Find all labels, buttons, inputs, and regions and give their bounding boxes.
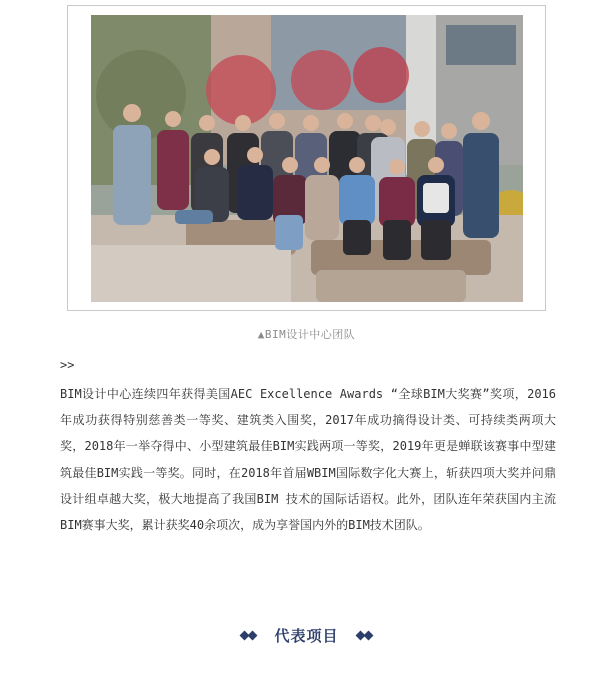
photo-caption: ▲BIM设计中心团队 [257, 328, 356, 341]
section-heading [0, 623, 613, 647]
section-heading-text: 代表项目 [274, 626, 339, 645]
body-paragraph: BIM设计中心连续四年获得美国AEC Excellence Awards “全球BIM大奖赛”奖项，2016年成功获得特别慈善类一等奖、建筑类入围奖，2017年成功摘得设计类、可持续类两项大奖，2018年一举夺得中、小型建筑最佳BIM实践两项一等奖，2019年更是蝉联该赛事中型建筑最佳BIM实践一等奖。同时，在2018年首届WBIM国际数字化大赛上，斩获四项大奖并问鼎设计组卓越大奖，极大地提高了我国BIM 技术的国际话语权。此外，团队连年荣获国内主流BIM赛事大奖，累计获奖40余项次，成为享誉国内外的BIM技术团队。 [60, 387, 556, 533]
diamond-ornament-left-icon [241, 632, 256, 639]
diamond-ornament-right-icon [357, 632, 372, 639]
team-photo [91, 15, 523, 302]
paragraph-marker: >> [60, 358, 75, 372]
